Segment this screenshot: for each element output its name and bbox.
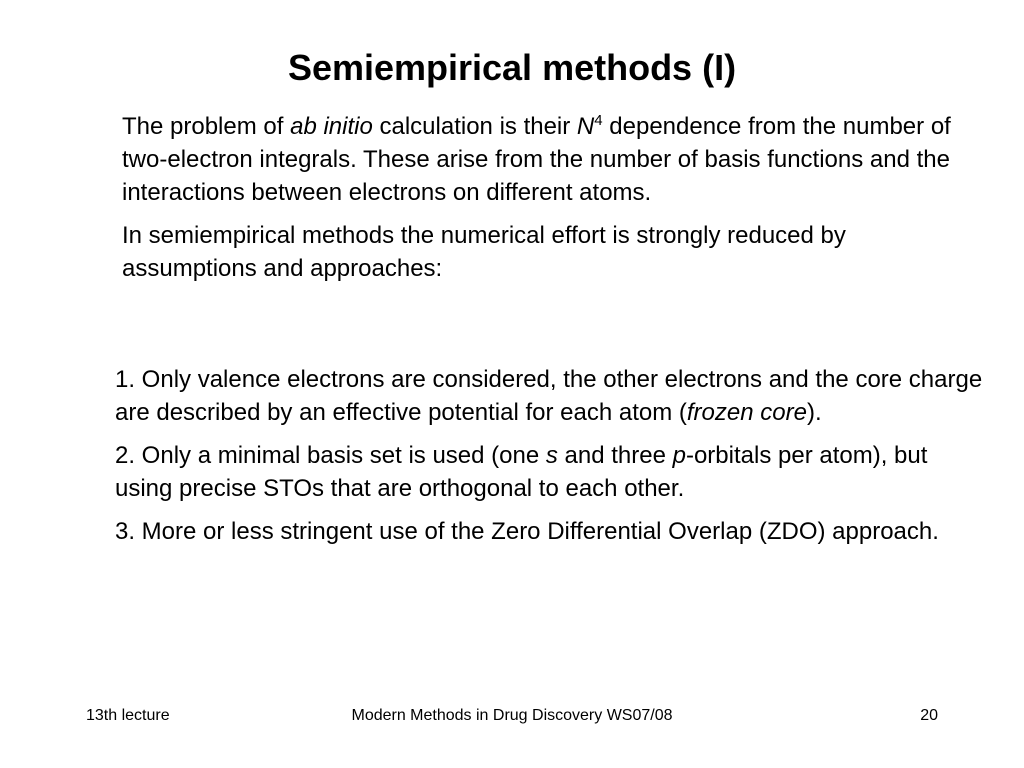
- point-1: [115, 363, 985, 429]
- intro-superscript-4: 4: [594, 112, 603, 129]
- point-1-text-a: 1. Only valence electrons are considered, the other electrons and the core charge are described by an effective potential for each atom (: [115, 366, 983, 426]
- intro-section: [122, 110, 982, 295]
- point-2-text-a: 2. Only a minimal basis set is used (one: [115, 442, 546, 469]
- intro-text-c: dependence from the number of two-electron integrals. These arise from the number of basis functions and the interactions between electrons on different atoms.: [122, 113, 951, 206]
- intro-paragraph-2: In semiempirical methods the numerical effort is strongly reduced by assumptions and approaches:: [122, 222, 846, 282]
- footer-lecture-label: 13th lecture: [86, 707, 170, 724]
- point-1-text-b: ).: [806, 399, 822, 426]
- point-3: 3. More or less stringent use of the Zero Differential Overlap (ZDO) approach.: [115, 518, 939, 545]
- point-1-emphasis: frozen core: [686, 399, 807, 426]
- intro-text-a: The problem of: [122, 113, 291, 140]
- point-2-emphasis-s: s: [545, 442, 558, 469]
- points-list: [115, 363, 985, 558]
- point-2-text-c: -orbitals per atom), but using precise STOs that are orthogonal to each other.: [115, 442, 928, 502]
- footer-page-number: 20: [920, 707, 938, 724]
- point-2-emphasis-p: p: [672, 442, 686, 469]
- point-2: [115, 439, 985, 505]
- intro-paragraph-1: [122, 110, 982, 209]
- intro-emphasis-ab-initio: ab initio: [290, 113, 373, 140]
- intro-emphasis-n: N: [576, 113, 595, 140]
- footer-course-title: Modern Methods in Drug Discovery WS07/08: [351, 707, 673, 724]
- intro-text-b: calculation is their: [372, 113, 577, 140]
- slide-title: Semiempirical methods (I): [287, 47, 737, 88]
- point-2-text-b: and three: [557, 442, 673, 469]
